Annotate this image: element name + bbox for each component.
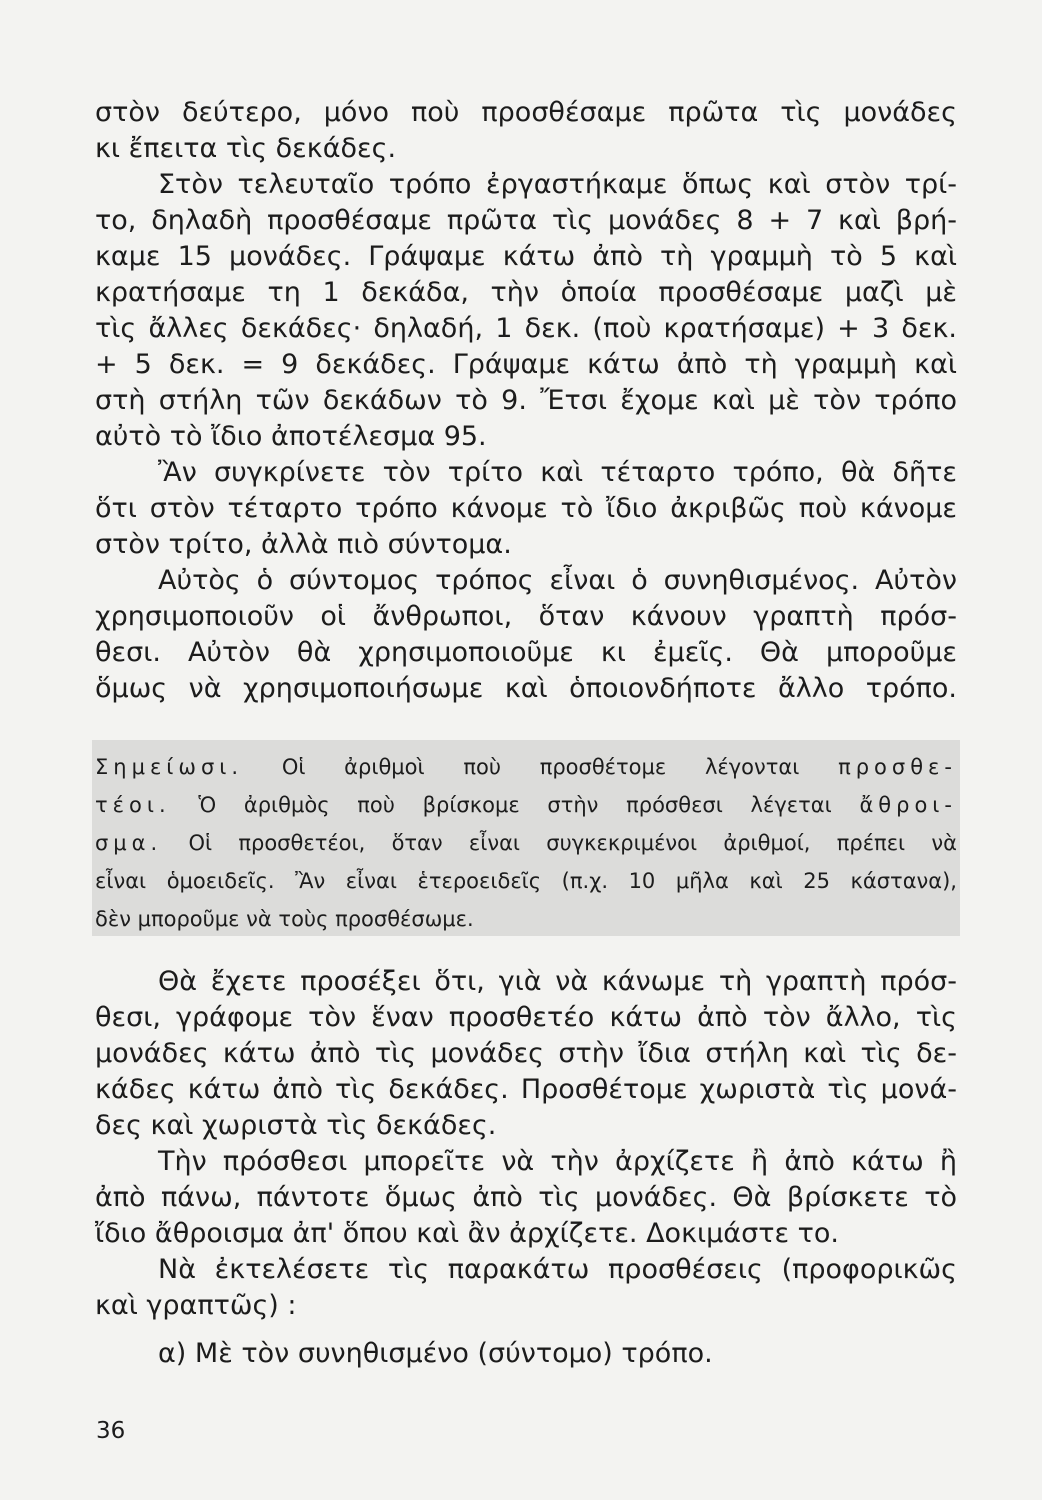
main-text-bottom <box>95 964 957 1372</box>
text-line: Στὸν τελευταῖο τρόπο ἐργαστήκαμε ὅπως καὶ στὸν τρί- <box>158 169 957 200</box>
text-line: κι ἔπειτα τὶς δεκάδες. <box>95 133 397 164</box>
text-line: ἴδιο ἄθροισμα ἀπ' ὅπου καὶ ἂν ἀρχίζετε. Δοκιμάστε το. <box>95 1218 840 1249</box>
text-line: χρησιμοποιοῦν οἱ ἄνθρωποι, ὅταν κάνουν γραπτὴ πρόσ- <box>95 601 957 632</box>
note-line: δὲν μποροῦμε νὰ τοὺς προσθέσωμε. <box>95 907 474 931</box>
text-line: στὸν δεύτερο, μόνο ποὺ προσθέσαμε πρῶτα τὶς μονάδες <box>95 97 957 128</box>
note-line: σμα. Οἱ προσθετέοι, ὅταν εἶναι συγκεκριμένοι ἀριθμοί, πρέπει νὰ <box>95 831 957 855</box>
note-term: προσθε- <box>838 755 957 779</box>
text-line: Νὰ ἐκτελέσετε τὶς παρακάτω προσθέσεις (προφορικῶς <box>158 1254 957 1285</box>
text-line: στὴ στήλη τῶν δεκάδων τὸ 9. Ἔτσι ἔχομε καὶ μὲ τὸν τρόπο <box>95 385 957 416</box>
page-number: 36 <box>96 1418 126 1444</box>
text-line: μονάδες κάτω ἀπὸ τὶς μονάδες στὴν ἴδια στήλη καὶ τὶς δε- <box>95 1038 957 1069</box>
note-line: εἶναι ὁμοειδεῖς. Ἂν εἶναι ἑτεροειδεῖς (π.χ. 10 μῆλα καὶ 25 κάστανα), <box>95 869 957 893</box>
note-label: Σημείωσι. <box>95 755 244 779</box>
text-line: κρατήσαμε τη 1 δεκάδα, τὴν ὁποία προσθέσαμε μαζὶ μὲ <box>95 277 957 308</box>
text-line: Θὰ ἔχετε προσέξει ὅτι, γιὰ νὰ κάνωμε τὴ γραπτὴ πρόσ- <box>158 966 957 997</box>
text-line: καὶ γραπτῶς) : <box>95 1290 297 1321</box>
text-line: αὐτὸ τὸ ἴδιο ἀποτέλεσμα 95. <box>95 421 487 452</box>
main-text-top <box>95 95 957 707</box>
text-line: α) Μὲ τὸν συνηθισμένο (σύντομο) τρόπο. <box>158 1338 713 1369</box>
note-text <box>95 748 957 938</box>
text-line: καμε 15 μονάδες. Γράψαμε κάτω ἀπὸ τὴ γραμμὴ τὸ 5 καὶ <box>95 241 957 272</box>
text-line: Τὴν πρόσθεσι μπορεῖτε νὰ τὴν ἀρχίζετε ἢ ἀπὸ κάτω ἢ <box>158 1146 957 1177</box>
note-box <box>92 740 960 936</box>
text-line: τὶς ἄλλες δεκάδες· δηλαδή, 1 δεκ. (ποὺ κρατήσαμε) + 3 δεκ. <box>95 313 957 344</box>
text-line: Αὐτὸς ὁ σύντομος τρόπος εἶναι ὁ συνηθισμένος. Αὐτὸν <box>158 565 957 596</box>
text-line: Ἂν συγκρίνετε τὸν τρίτο καὶ τέταρτο τρόπο, θὰ δῆτε <box>158 457 957 488</box>
text-line: ἀπὸ πάνω, πάντοτε ὅμως ἀπὸ τὶς μονάδες. Θὰ βρίσκετε τὸ <box>95 1182 957 1213</box>
text-line: δες καὶ χωριστὰ τὶς δεκάδες. <box>95 1110 497 1141</box>
note-term: σμα. <box>95 831 163 855</box>
text-line: το, δηλαδὴ προσθέσαμε πρῶτα τὶς μονάδες 8 + 7 καὶ βρή- <box>95 205 957 236</box>
text-line: ὅτι στὸν τέταρτο τρόπο κάνομε τὸ ἴδιο ἀκριβῶς ποὺ κάνομε <box>95 493 957 524</box>
note-line: τέοι. Ὁ ἀριθμὸς ποὺ βρίσκομε στὴν πρόσθεσι λέγεται ἄθροι- <box>95 793 957 817</box>
text-line: κάδες κάτω ἀπὸ τὶς δεκάδες. Προσθέτομε χωριστὰ τὶς μονά- <box>95 1074 957 1105</box>
text-line: ὅμως νὰ χρησιμοποιήσωμε καὶ ὁποιονδήποτε ἄλλο τρόπο. <box>95 673 957 704</box>
note-line: Σημείωσι. Οἱ ἀριθμοὶ ποὺ προσθέτομε λέγονται προσθε- <box>95 755 957 779</box>
note-term: ἄθροι- <box>859 793 957 817</box>
text-line: θεσι. Αὐτὸν θὰ χρησιμοποιοῦμε κι ἐμεῖς. Θὰ μποροῦμε <box>95 637 957 668</box>
text-line: θεσι, γράφομε τὸν ἕναν προσθετέο κάτω ἀπὸ τὸν ἄλλο, τὶς <box>95 1002 957 1033</box>
text-line: + 5 δεκ. = 9 δεκάδες. Γράψαμε κάτω ἀπὸ τὴ γραμμὴ καὶ <box>95 349 957 380</box>
note-term: τέοι. <box>95 793 171 817</box>
text-line: στὸν τρίτο, ἀλλὰ πιὸ σύντομα. <box>95 529 512 560</box>
